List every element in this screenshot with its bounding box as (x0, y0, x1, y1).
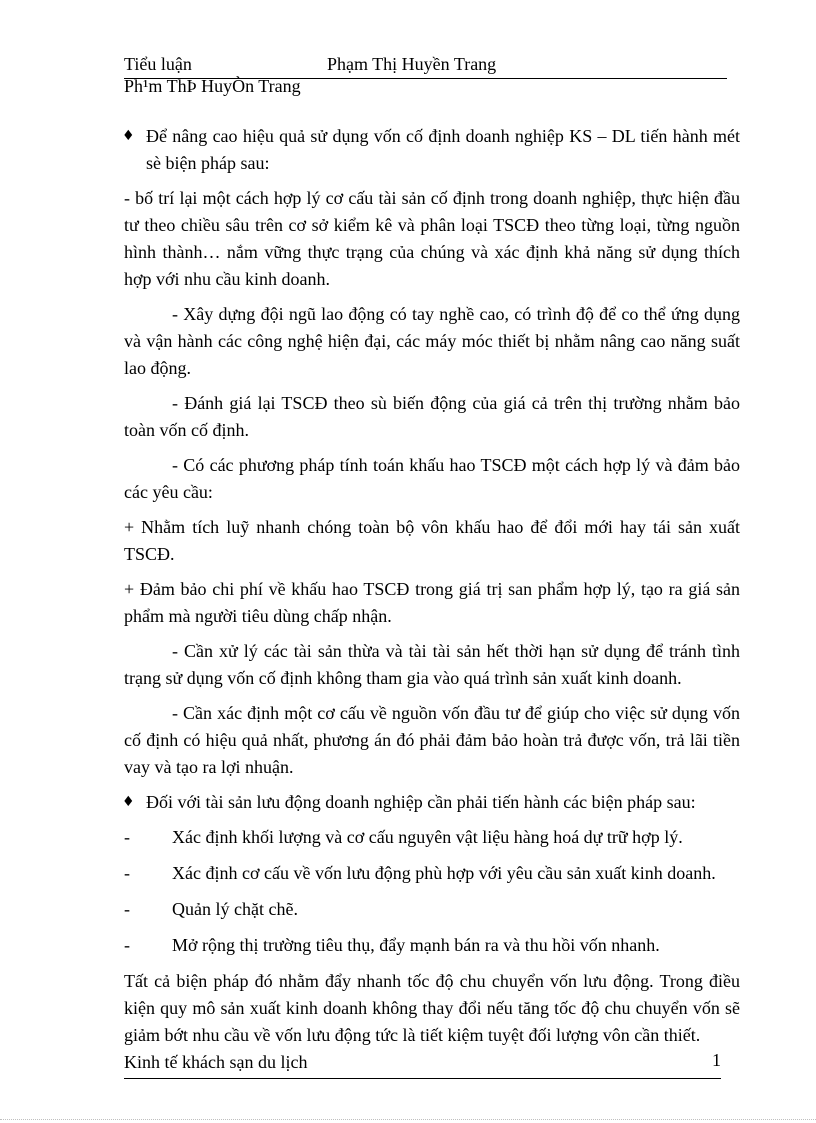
footer-subject: Kinh tế khách sạn du lịch (124, 1052, 308, 1072)
paragraph-text: Đối với tài sản lưu động doanh nghiệp cần phải tiến hành các biện pháp sau: (146, 792, 696, 812)
page-number: 1 (712, 1050, 721, 1070)
header-left-title: Tiểu luận (124, 54, 192, 74)
dash-bullet: - (124, 899, 130, 919)
dash-bullet: - (124, 863, 130, 883)
diamond-bullet-icon: ♦ (122, 794, 135, 810)
page-header (124, 52, 727, 79)
document-body (124, 123, 740, 1057)
paragraph-surplus-assets: - Cần xử lý các tài sản thừa và tài tài sản hết thời hạn sử dụng để tránh tình trạng sử dụng vốn cố định không tham gia vào quá trình sản xuất kinh doanh. (124, 641, 740, 688)
paragraph-cost-guarantee: + Đảm bảo chi phí về khấu hao TSCĐ trong giá trị san phẩm hợp lý, tạo ra giá sản phẩm mà người tiêu dùng chấp nhận. (124, 579, 740, 626)
header-author: Phạm Thị Huyền Trang (327, 54, 497, 74)
paragraph-depreciation-methods: - Có các phương pháp tính toán khấu hao TSCĐ một cách hợp lý và đảm bảo các yêu cầu: (124, 455, 740, 502)
list-item (124, 896, 740, 923)
diamond-bullet-icon: ♦ (122, 128, 135, 144)
page-footer (124, 1048, 721, 1079)
paragraph-working-capital-intro (124, 789, 740, 816)
dash-bullet: - (124, 827, 130, 847)
paragraph-workforce: - Xây dựng đội ngũ lao động có tay nghề cao, có trình độ để co thể ứng dụng và vận hành các công nghệ hiện đại, các máy móc thiết bị nhằm nâng cao năng suất lao động. (124, 304, 740, 378)
page-break-divider (0, 1119, 816, 1120)
dash-bullet: - (124, 935, 130, 955)
list-item-text: Quản lý chặt chẽ. (172, 899, 298, 919)
paragraph-text: Để nâng cao hiệu quả sử dụng vốn cố định doanh nghiệp KS – DL tiến hành mét sè biện pháp sau: (146, 126, 740, 173)
list-item-text: Xác định cơ cấu về vốn lưu động phù hợp với yêu cầu sản xuất kinh doanh. (172, 863, 716, 883)
paragraph-accumulate: + Nhằm tích luỹ nhanh chóng toàn bộ vôn khấu hao để đổi mới hay tái sản xuất TSCĐ. (124, 517, 740, 564)
paragraph-conclusion: Tất cả biện pháp đó nhằm đẩy nhanh tốc độ chu chuyển vốn lưu động. Trong điều kiện quy mô sản xuất kinh doanh không thay đổi nếu tăng tốc độ chu chuyển vốn sẽ giảm bớt nhu cầu về vốn lưu động tức là tiết kiệm tuyệt đối lượng vôn cần thiết. (124, 971, 740, 1045)
paragraph-revaluation: - Đánh giá lại TSCĐ theo sù biến động của giá cả trên thị trường nhằm bảo toàn vốn cố định. (124, 393, 740, 440)
header-garbled-author: Ph¹m ThÞ HuyÒn Trang (124, 76, 301, 96)
list-item-text: Mở rộng thị trường tiêu thụ, đẩy mạnh bán ra và thu hồi vốn nhanh. (172, 935, 660, 955)
list-item-text: Xác định khối lượng và cơ cấu nguyên vật liệu hàng hoá dự trữ hợp lý. (172, 827, 683, 847)
paragraph-restructure: - bố trí lại một cách hợp lý cơ cấu tài sản cố định trong doanh nghiệp, thực hiện đầu tư theo chiều sâu trên cơ sở kiểm kê và phân loại TSCĐ theo từng loại, từng nguồn hình thành… nắm vững thực trạng của chúng và xác định khả năng sử dụng thích hợp với nhu cầu kinh doanh. (124, 188, 740, 289)
paragraph-capital-structure: - Cần xác định một cơ cấu về nguồn vốn đầu tư để giúp cho việc sử dụng vốn cố định có hiệu quả nhất, phương án đó phải đảm bảo hoàn trả được vốn, trả lãi tiền vay và tạo ra lợi nhuận. (124, 703, 740, 777)
list-item (124, 860, 740, 887)
paragraph-fixed-capital-intro (124, 123, 740, 177)
list-item (124, 824, 740, 851)
list-item (124, 932, 740, 959)
